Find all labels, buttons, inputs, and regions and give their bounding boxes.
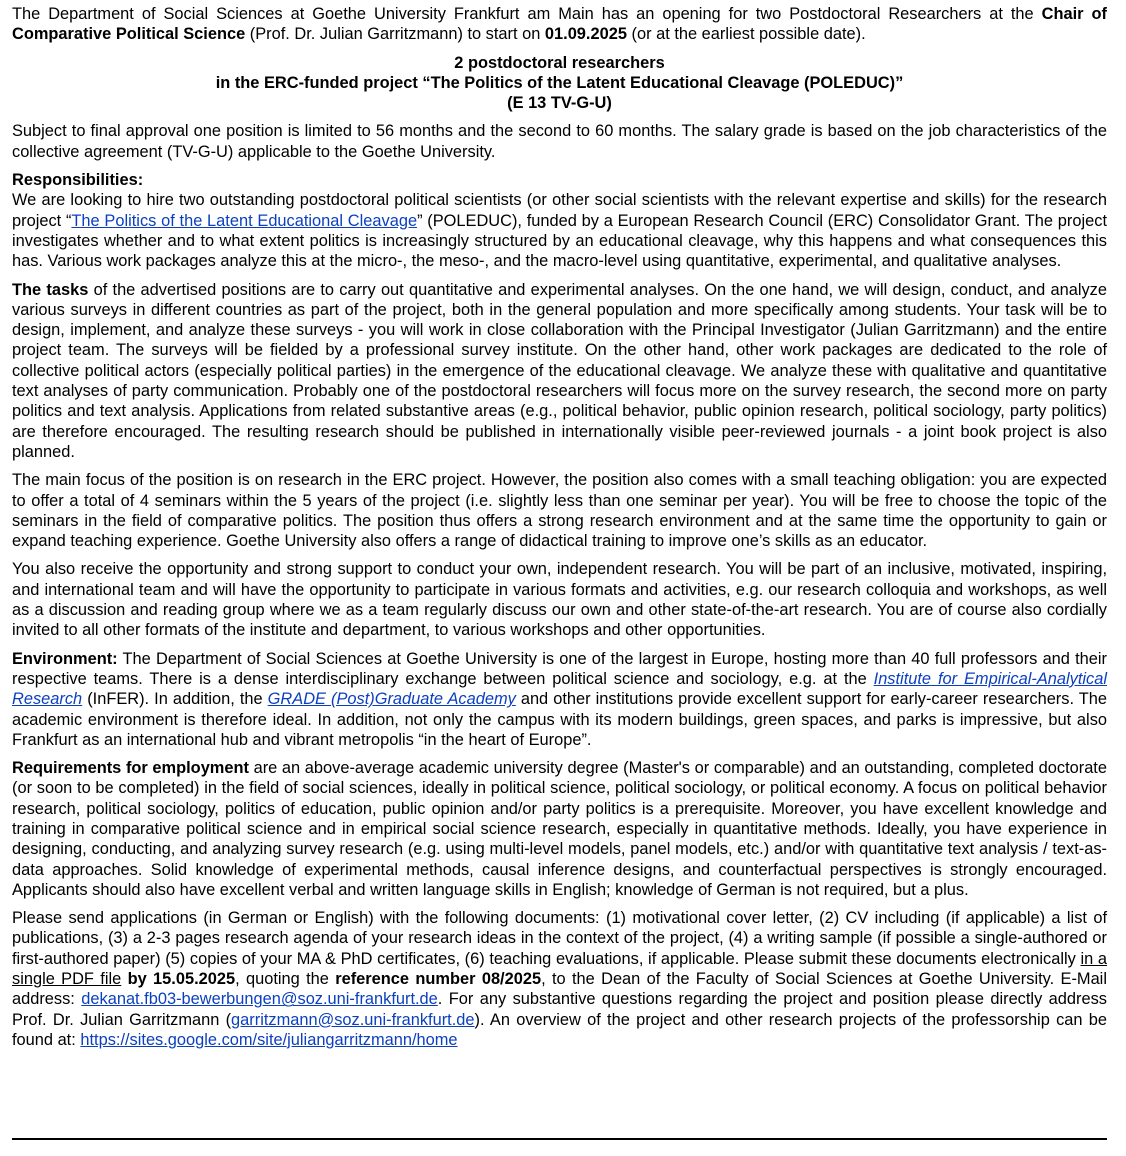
intro-text-2: (Prof. Dr. Julian Garritzmann) to start on xyxy=(245,25,545,44)
environment-label: Environment: xyxy=(12,649,118,668)
heading-line-2: in the ERC-funded project “The Politics of the Latent Educational Cleavage (POLEDUC)” xyxy=(215,73,904,92)
responsibilities-label: Responsibilities: xyxy=(12,171,144,190)
application-paragraph xyxy=(12,908,1107,1050)
job-posting xyxy=(12,4,1107,1050)
intro-text-3: (or at the earliest possible date). xyxy=(626,25,866,44)
tasks-text: of the advertised positions are to carry out quantitative and experimental analyses. On the one hand, we will design, conduct, and analyze various surveys in different countries as part of the project, both in the general population and more specifically among students. Your task will be to design, implement, and analyze these surveys - you will work in close collaboration with the Principal Investigator (Julian Garritzmann) and the entire project team. The surveys will be fielded by a professional survey institute. On the other hand, other work packages are dedicated to the role of collective political actors (especially political parties) in the emergence of the educational cleavage. We analyze these with qualitative and quantitative text analyses of party communication. Probably one of the postdoctoral researchers will focus more on the survey research, the second more on party politics and text analysis. Applications from related substantive areas (e.g., political behavior, public opinion research, political sociology, party politics) are therefore encouraged. The resulting research should be published in internationally visible peer-reviewed journals - a joint book project is also planned. xyxy=(12,280,1107,461)
environment-text-2: (InFER). In addition, the xyxy=(82,690,268,709)
responsibilities-text-2: ” (POLEDUC), funded by a European Research Council (ERC) Consolidator Grant. The project investigates whether and to what extent politics is increasingly structured by an educational cleavage, why this happens and what consequences this has. Various work packages analyze this at the micro-, the meso-, and the macro-level using quantitative, experimental, and qualitative analyses. xyxy=(12,211,1107,271)
heading-line-1: 2 postdoctoral researchers xyxy=(454,53,665,72)
application-text-1: Please send applications (in German or English) with the following documents: (1) motivational cover letter, (2) CV including (if applicable) a list of publications, (3) a 2-3 pages research agenda of your research ideas in the context of the project, (4) a writing sample (if possible a single-authored or first-authored paper) (5) copies of your MA & PhD certificates, (6) teaching evaluations, if applicable. Please submit these documents electronically xyxy=(12,909,1107,968)
reference-number: reference number 08/2025 xyxy=(335,970,542,989)
tasks-label: The tasks xyxy=(12,280,89,299)
responsibilities-text-1: We are looking to hire two outstanding postdoctoral political scientists (or other social scientists with the relevant expertise and skills) for the research project “ xyxy=(12,191,1107,230)
application-text-4: . For any substantive questions regarding the project and position please directly address Prof. Dr. Julian Garritzmann ( xyxy=(12,990,1107,1029)
intro-paragraph xyxy=(12,4,1107,45)
environment-text-3: and other institutions provide excellent support for early-career researchers. The academic environment is therefore ideal. In addition, not only the campus with its modern buildings, green spaces, and parks is impressive, but also Frankfurt as an international hub and vibrant metropolis “in the heart of Europe”. xyxy=(12,690,1107,749)
responsibilities-paragraph xyxy=(12,170,1107,271)
requirements-paragraph xyxy=(12,758,1107,900)
focus-paragraph: The main focus of the position is on research in the ERC project. However, the position also comes with a small teaching obligation: you are expected to offer a total of 4 seminars within the 5 years of the project (i.e. slightly less than one seminar per year). You will be free to choose the topic of the seminars in the field of comparative politics. The position thus offers a strong research environment and at the same time the opportunity to gain or expand teaching experience. Goethe University also offers a range of didactical training to improve one’s skills as an educator. xyxy=(12,471,1107,551)
environment-text-1: The Department of Social Sciences at Goethe University is one of the largest in Europe, hosting more than 40 full professors and their respective teams. There is a dense interdisciplinary exchange between political science and sociology, e.g. at the xyxy=(12,649,1107,688)
dean-email-link[interactable]: dekanat.fb03-bewerbungen@soz.uni-frankfurt.de xyxy=(81,990,438,1009)
application-deadline: by 15.05.2025 xyxy=(121,970,236,989)
subject-paragraph: Subject to final approval one position is limited to 56 months and the second to 60 months. The salary grade is based on the job characteristics of the collective agreement (TV-G-U) applicable to the Goethe University. xyxy=(12,122,1107,161)
opportunity-paragraph: You also receive the opportunity and strong support to conduct your own, independent research. You will be part of an inclusive, motivated, inspiring, and international team and will have the opportunity to participate in various formats and activities, e.g. our research colloquia and workshops, as well as a discussion and reading group where we as a team regularly discuss our own and other state-of-the-art research. You are of course also cordially invited to all other formats of the institute and department, to various workshops and other opportunities. xyxy=(12,560,1107,640)
requirements-label: Requirements for employment xyxy=(12,759,249,778)
bottom-divider xyxy=(12,1138,1107,1140)
infer-institute-link[interactable]: Institute for Empirical-Analytical Research xyxy=(12,669,1107,709)
heading-line-3: (E 13 TV-G-U) xyxy=(507,94,612,113)
application-text-3: , to the Dean of the Faculty of Social Sciences at Goethe University. E-Mail address: xyxy=(12,970,1107,1009)
application-text-5: ). An overview of the project and other research projects of the professorship can be found at: xyxy=(12,1010,1107,1049)
application-text-2: , quoting the xyxy=(235,970,336,989)
poleduc-project-link[interactable]: The Politics of the Latent Educational Cleavage xyxy=(71,211,418,230)
requirements-text: are an above-average academic university degree (Master's or comparable) and an outstanding, completed doctorate (or soon to be completed) in the field of social sciences, ideally in political science, political sociology, or political economy. A focus on political behavior research, political sociology, politics of education, public opinion and/or party politics is a prerequisite. Moreover, you have excellent knowledge and training in comparative political science and in empirical social science research, especially in quantitative methods. Ideally, you have experience in designing, conducting, and analyzing survey research (e.g. using multi-level models, panel models, etc.) and/or with quantitative text analysis / text-as-data approaches. Solid knowledge of experimental methods, causal inference designs, and counterfactual perspectives is strongly encouraged. Applicants should also have excellent verbal and written language skills in English; knowledge of German is not required, but a plus. xyxy=(12,759,1107,899)
grade-academy-link[interactable]: GRADE (Post)Graduate Academy xyxy=(267,690,516,709)
chair-name: Chair of Comparative Political Science xyxy=(12,5,1107,44)
start-date: 01.09.2025 xyxy=(544,25,627,44)
intro-text-1: The Department of Social Sciences at Goethe University Frankfurt am Main has an opening for two Postdoctoral Researchers at the xyxy=(12,5,1042,23)
garritzmann-email-link[interactable]: garritzmann@soz.uni-frankfurt.de xyxy=(231,1010,475,1029)
tasks-paragraph xyxy=(12,280,1107,463)
position-heading xyxy=(12,53,1107,114)
single-pdf-note: in a single PDF file xyxy=(12,949,1107,989)
professorship-website-link[interactable]: https://sites.google.com/site/juliangarritzmann/home xyxy=(80,1030,458,1049)
environment-paragraph xyxy=(12,649,1107,750)
